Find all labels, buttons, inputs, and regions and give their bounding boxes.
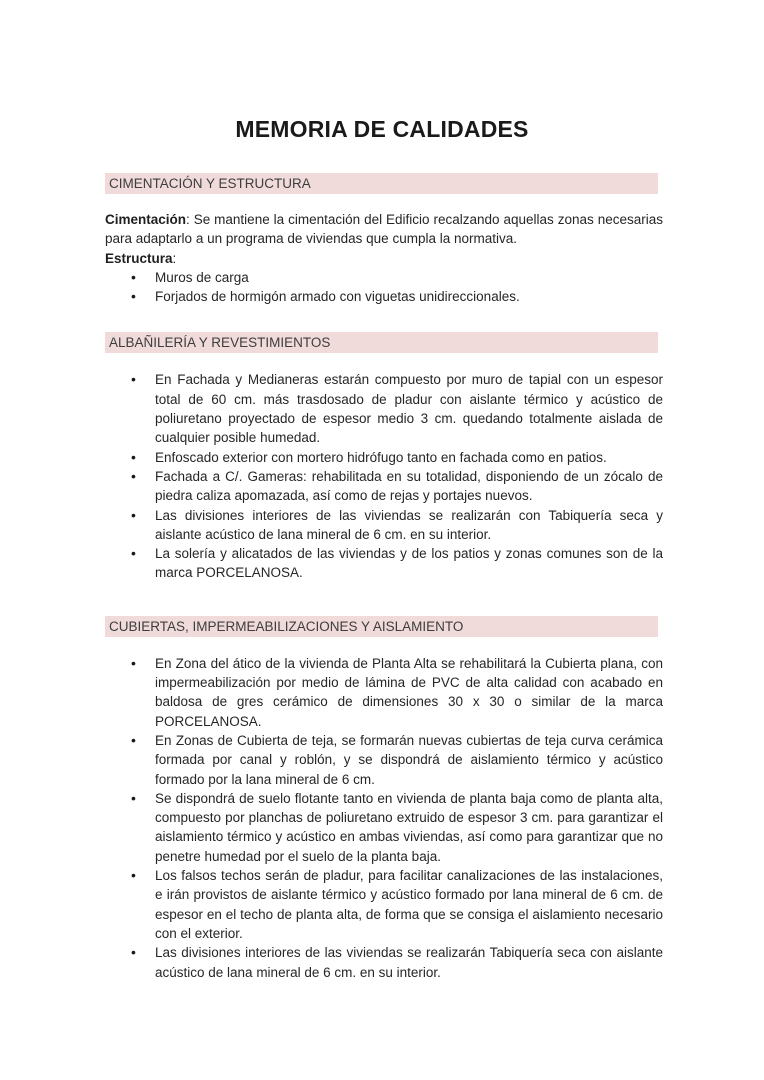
bullet-list-estructura [105, 268, 663, 307]
bullet-item: • Las divisiones interiores de las viviendas se realizarán con Tabiquería seca y aislante acústico de lana mineral de 6 cm. en su interior. [105, 506, 663, 545]
bullet-item: • En Zona del ático de la vivienda de Planta Alta se rehabilitará la Cubierta plana, con impermeabilización por medio de lámina de PVC de alta calidad con acabado en baldosa de gres cerámico de dimensiones 30 x 30 o similar de la marca PORCELANOSA. [105, 654, 663, 731]
paragraph-cimentacion [105, 210, 663, 249]
page-title: MEMORIA DE CALIDADES [235, 116, 529, 142]
paragraph-text-cimentacion: : Se mantiene la cimentación del Edificio recalzando aquellas zonas necesarias para adaptarlo a un programa de viviendas que cumpla la normativa. [105, 212, 663, 247]
bullet-list-albanileria [105, 370, 663, 582]
bullet-item: • Fachada a C/. Gameras: rehabilitada en su totalidad, disponiendo de un zócalo de piedra caliza apomazada, así como de rejas y portajes nuevos. [105, 467, 663, 506]
paragraph-estructura [105, 249, 663, 268]
section-header-cimentacion: CIMENTACIÓN Y ESTRUCTURA [105, 173, 658, 194]
bullet-item: • Las divisiones interiores de las viviendas se realizarán Tabiquería seca con aislante acústico de lana mineral de 6 cm. en su interior. [105, 943, 663, 982]
bullet-item: • Forjados de hormigón armado con viguetas unidireccionales. [105, 287, 663, 306]
section-cimentacion-y-estructura [105, 173, 663, 306]
section-header-albanileria: ALBAÑILERÍA Y REVESTIMIENTOS [105, 332, 658, 353]
page-content [105, 173, 663, 982]
paragraph-lead-cimentacion: Cimentación [105, 212, 187, 227]
paragraph-lead-estructura: Estructura [105, 250, 173, 266]
paragraph-text-estructura: : [172, 250, 177, 266]
bullet-item: • Muros de carga [105, 268, 663, 287]
bullet-item: • En Fachada y Medianeras estarán compuesto por muro de tapial con un espesor total de 60 cm. más trasdosado de pladur con aislante térmico y acústico de poliuretano proyectado de espesor medio 3 cm. quedando totalmente aislada de cualquier posible humedad. [105, 370, 663, 447]
bullet-item: • En Zonas de Cubierta de teja, se formarán nuevas cubiertas de teja curva cerámica formada por canal y roblón, y se dispondrá de aislamiento térmico y acústico formado por la lana mineral de 6 cm. [105, 731, 663, 789]
section-header-cubiertas: CUBIERTAS, IMPERMEABILIZACIONES Y AISLAMIENTO [105, 616, 658, 637]
section-albanileria-y-revestimientos [105, 332, 663, 582]
bullet-item: • La solería y alicatados de las viviendas y de los patios y zonas comunes son de la marca PORCELANOSA. [105, 544, 663, 583]
section-cubiertas-impermeabilizaciones-aislamiento [105, 616, 663, 982]
bullet-list-cubiertas [105, 654, 663, 982]
bullet-item: • Se dispondrá de suelo flotante tanto en vivienda de planta baja como de planta alta, compuesto por planchas de poliuretano extruido de espesor 3 cm. para garantizar el aislamiento térmico y acústico en ambas viviendas, así como para garantizar que no penetre humedad por el suelo de la planta baja. [105, 789, 663, 866]
bullet-item: • Enfoscado exterior con mortero hidrófugo tanto en fachada como en patios. [105, 448, 663, 467]
bullet-item: • Los falsos techos serán de pladur, para facilitar canalizaciones de las instalaciones, e irán provistos de aislante térmico y acústico formado por lana mineral de 6 cm. de espesor en el techo de planta alta, de forma que se consiga el aislamiento necesario con el exterior. [105, 866, 663, 943]
